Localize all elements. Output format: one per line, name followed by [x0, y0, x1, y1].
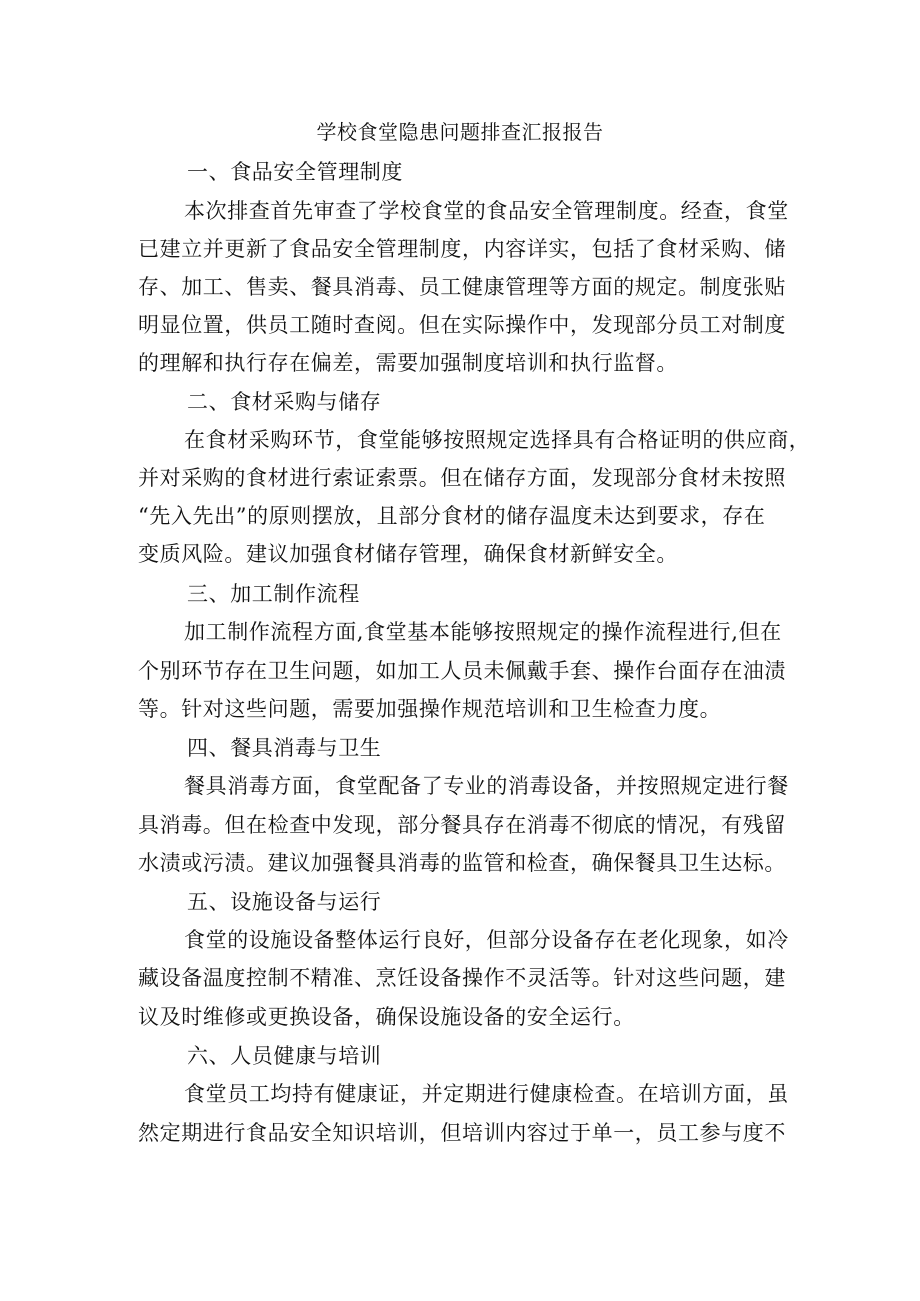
paragraph-line: 议及时维修或更换设备，确保设施设备的安全运行。: [138, 1005, 635, 1029]
paragraph-line: “先入先出”的原则摆放，且部分食材的储存温度未达到要求，存在: [138, 504, 766, 528]
paragraph-line: 加工制作流程方面,食堂基本能够按照规定的操作流程进行,但在: [184, 620, 782, 644]
paragraph-line: 在食材采购环节，食堂能够按照规定选择具有合格证明的供应商，: [184, 428, 811, 452]
paragraph-line: 存、加工、售卖、餐具消毒、员工健康管理等方面的规定。制度张贴: [138, 275, 786, 299]
section-heading-5: 五、设施设备与运行: [187, 890, 382, 914]
paragraph-line: 等。针对这些问题，需要加强操作规范培训和卫生检查力度。: [138, 697, 722, 721]
section-heading-1: 一、食品安全管理制度: [187, 160, 403, 184]
section-heading-6: 六、人员健康与培训: [187, 1044, 382, 1068]
section-heading-2: 二、食材采购与储存: [187, 390, 382, 414]
paragraph-line: 水渍或污渍。建议加强餐具消毒的监管和检查，确保餐具卫生达标。: [138, 851, 786, 875]
paragraph-line: 具消毒。但在检查中发现，部分餐具存在消毒不彻底的情况，有残留: [138, 813, 786, 837]
paragraph-line: 藏设备温度控制不精准、烹饪设备操作不灵活等。针对这些问题，建: [138, 966, 786, 990]
document-title: 学校食堂隐患问题排查汇报报告: [316, 120, 604, 144]
paragraph-line: 明显位置，供员工随时查阅。但在实际操作中，发现部分员工对制度: [138, 313, 786, 337]
paragraph-line: 餐具消毒方面，食堂配备了专业的消毒设备，并按照规定进行餐: [184, 774, 789, 798]
paragraph-line: 的理解和执行存在偏差，需要加强制度培训和执行监督。: [138, 351, 678, 375]
paragraph-line: 个别环节存在卫生问题，如加工人员未佩戴手套、操作台面存在油渍: [138, 659, 786, 683]
section-heading-4: 四、餐具消毒与卫生: [187, 736, 382, 760]
paragraph-line: 食堂的设施设备整体运行良好，但部分设备存在老化现象，如冷: [184, 928, 789, 952]
paragraph-line: 食堂员工均持有健康证，并定期进行健康检查。在培训方面，虽: [184, 1082, 789, 1106]
paragraph-line: 本次排查首先审查了学校食堂的食品安全管理制度。经查，食堂: [184, 199, 789, 223]
section-heading-3: 三、加工制作流程: [187, 582, 360, 606]
paragraph-line: 已建立并更新了食品安全管理制度，内容详实，包括了食材采购、储: [138, 237, 786, 261]
paragraph-line: 变质风险。建议加强食材储存管理，确保食材新鲜安全。: [138, 542, 678, 566]
paragraph-line: 然定期进行食品安全知识培训，但培训内容过于单一，员工参与度不: [138, 1121, 786, 1145]
paragraph-line: 并对采购的食材进行索证索票。但在储存方面，发现部分食材未按照: [138, 466, 786, 490]
